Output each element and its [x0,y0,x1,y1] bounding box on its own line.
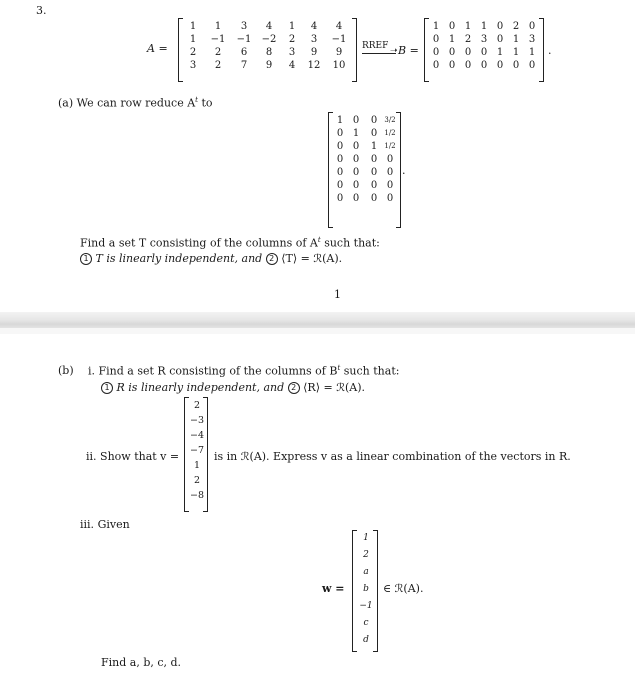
vector-w-cell: c [363,618,369,628]
matrix-at-cell: 0 [352,167,360,178]
vector-v-cell: −7 [189,445,204,456]
part-b-i-conditions: 1 R is linearly independent, and 2 ⟨R⟩ = ℛ(A). [101,381,365,394]
matrix-b-cell: 1 [464,21,472,32]
matrix-b-row [428,46,540,59]
matrix-b-cell: 2 [464,34,472,45]
matrix-b-cell: 0 [432,60,440,71]
matrix-at-cell: 0 [386,180,394,191]
matrix-b-cell: 0 [464,60,472,71]
matrix-at-row [333,127,397,140]
matrix-b-cell: 0 [480,60,488,71]
matrix-at-cell: 0 [352,180,360,191]
matrix-b-cell: 0 [480,47,488,58]
matrix-b-cell: 0 [432,34,440,45]
matrix-at-cell: 0 [336,193,344,204]
matrix-b-cell: 1 [496,47,504,58]
matrix-a-cell: 6 [240,47,248,58]
vector-v-right-bracket [203,397,208,512]
matrix-a-cell: −1 [331,34,347,45]
matrix-at-cell: 1 [352,128,360,139]
matrix-b-trailing: . [548,44,552,57]
matrix-at-cell: 0 [370,180,378,191]
matrix-b-cell: 1 [432,21,440,32]
matrix-a-cell: 9 [265,60,273,71]
matrix-b-cell: 1 [448,34,456,45]
matrix-a-cell: 1 [189,21,197,32]
matrix-a-cell: 4 [335,21,343,32]
matrix-b-cell: 0 [496,21,504,32]
matrix-a-cell: 1 [214,21,222,32]
matrix-a-cell: 2 [214,60,222,71]
matrix-b-cell: 1 [512,47,520,58]
matrix-a-cell: 2 [189,47,197,58]
matrix-a-cell: 1 [189,34,197,45]
vector-w-right-bracket [373,530,378,652]
circled-number: 1 [80,253,92,265]
circled-number: 2 [288,382,300,394]
matrix-a-cell: 8 [265,47,273,58]
matrix-b-row [428,20,540,33]
find-abcd: Find a, b, c, d. [101,656,182,669]
vector-v-cell: 2 [193,475,201,486]
part-a-find-line: Find a set T consisting of the columns of $A^t$ such that: [80,236,380,250]
vector-w-cell: 1 [363,533,369,543]
matrix-a-cell: 3 [288,47,296,58]
matrix-b-cell: 0 [528,21,536,32]
matrix-b-cell: 0 [528,60,536,71]
matrix-at-cell: 0 [336,128,344,139]
matrix-at-cell: 0 [370,167,378,178]
matrix-at-cell: 0 [370,193,378,204]
matrix-b-cell: 0 [432,47,440,58]
matrix-at-row [333,179,397,192]
circled-number: 2 [266,253,278,265]
matrix-at-cell: 0 [370,128,378,139]
matrix-at-cell: 1/2 [384,129,396,137]
vector-w-cell: a [363,567,369,577]
page-separator-shadow [0,328,635,334]
matrix-b-row [428,59,540,72]
matrix-a-row [182,33,352,46]
matrix-b-row [428,33,540,46]
rref-arrow-head-icon: ➝ [390,46,398,56]
matrix-a-row [182,46,352,59]
part-b-i-text: i. Find a set R consisting of the columns of $B^t$ such that: [88,364,400,378]
part-a-label: (a) [58,96,74,110]
vector-v-cell: 2 [193,400,201,411]
matrix-a-cell: 3 [310,34,318,45]
matrix-a-cell: 3 [189,60,197,71]
page-number: 1 [334,288,341,301]
part-a-intro: (a) We can row reduce $A^t$ to [58,96,213,110]
vector-w-cell: 2 [363,550,369,560]
matrix-a-cell: 9 [335,47,343,58]
matrix-a-cell: −1 [236,34,252,45]
problem-number: 3. [36,4,47,17]
matrix-at-cell: 0 [352,115,360,126]
matrix-at-row [333,140,397,153]
matrix-a-cell: 7 [240,60,248,71]
matrix-a-cell: 4 [288,60,296,71]
matrix-a-cell: −2 [261,34,277,45]
part-b-ii-pre: ii. Show that v = [86,450,180,463]
matrix-b-cell: 0 [448,21,456,32]
matrix-at-row [333,114,397,127]
vector-w-post: ∈ ℛ(A). [383,582,424,595]
matrix-b-cell: 0 [496,60,504,71]
matrix-at-right-bracket [396,112,401,228]
matrix-a-cell: 4 [265,21,273,32]
part-a-conditions: 1 T is linearly independent, and 2 ⟨T⟩ = ℛ(A). [80,252,342,265]
matrix-at-cell: 0 [370,154,378,165]
matrix-b-cell: 3 [528,34,536,45]
matrix-at-cell: 1/2 [384,142,396,150]
part-b-ii-post: is in ℛ(A). Express v as a linear combination of the vectors in R. [214,450,571,463]
matrix-a-row [182,59,352,72]
matrix-at-cell: 3/2 [384,116,396,124]
matrix-b-label: B = [398,44,419,57]
matrix-b-cell: 0 [448,60,456,71]
vector-v-cell: 1 [193,460,201,471]
vector-w-cell: −1 [359,601,373,611]
matrix-b-cell: 1 [528,47,536,58]
vector-v-cell: −3 [189,415,204,426]
matrix-a-right-bracket [352,18,357,82]
matrix-a-cell: 4 [310,21,318,32]
matrix-at-cell: 0 [386,193,394,204]
matrix-b-cell: 0 [512,60,520,71]
part-b-label: (b) [58,364,74,377]
matrix-at-trailing: . [402,164,406,177]
matrix-a-cell: 10 [332,60,346,71]
matrix-b-cell: 1 [480,21,488,32]
vector-w-cell: d [363,635,369,645]
matrix-b-cell: 0 [496,34,504,45]
vector-v-cell: −8 [189,490,204,501]
matrix-a-cell: 1 [288,21,296,32]
matrix-b-cell: 3 [480,34,488,45]
matrix-at-cell: 0 [336,154,344,165]
matrix-b-cell: 1 [512,34,520,45]
matrix-at-cell: 0 [336,141,344,152]
matrix-at-cell: 0 [352,193,360,204]
rref-label: RREF [362,41,389,51]
matrix-b-cell: 2 [512,21,520,32]
vector-w-label: w = [322,582,345,595]
matrix-at-row [333,192,397,205]
matrix-at-row [333,166,397,179]
matrix-at-cell: 0 [370,115,378,126]
matrix-a [182,20,352,72]
matrix-a-transpose-rref [333,114,397,205]
vector-w-cell: b [363,584,369,594]
matrix-b-cell: 0 [448,47,456,58]
matrix-b-right-bracket [539,18,544,82]
vector-v-cell: −4 [189,430,204,441]
matrix-a-cell: 3 [240,21,248,32]
circled-number: 1 [101,382,113,394]
part-b-iii-text: iii. Given [80,518,130,531]
matrix-a-cell: 9 [310,47,318,58]
matrix-b-cell: 0 [464,47,472,58]
matrix-a-cell: 2 [214,47,222,58]
matrix-at-cell: 0 [386,154,394,165]
matrix-at-row [333,153,397,166]
matrix-at-cell: 0 [352,141,360,152]
matrix-at-cell: 0 [386,167,394,178]
matrix-at-cell: 0 [336,180,344,191]
matrix-at-cell: 0 [336,167,344,178]
matrix-at-cell: 1 [370,141,378,152]
matrix-a-row [182,20,352,33]
matrix-a-cell: 2 [288,34,296,45]
matrix-a-label: A = [147,42,168,55]
matrix-a-cell: −1 [210,34,226,45]
matrix-at-cell: 1 [336,115,344,126]
matrix-b [428,20,540,72]
matrix-at-cell: 0 [352,154,360,165]
matrix-a-cell: 12 [307,60,321,71]
